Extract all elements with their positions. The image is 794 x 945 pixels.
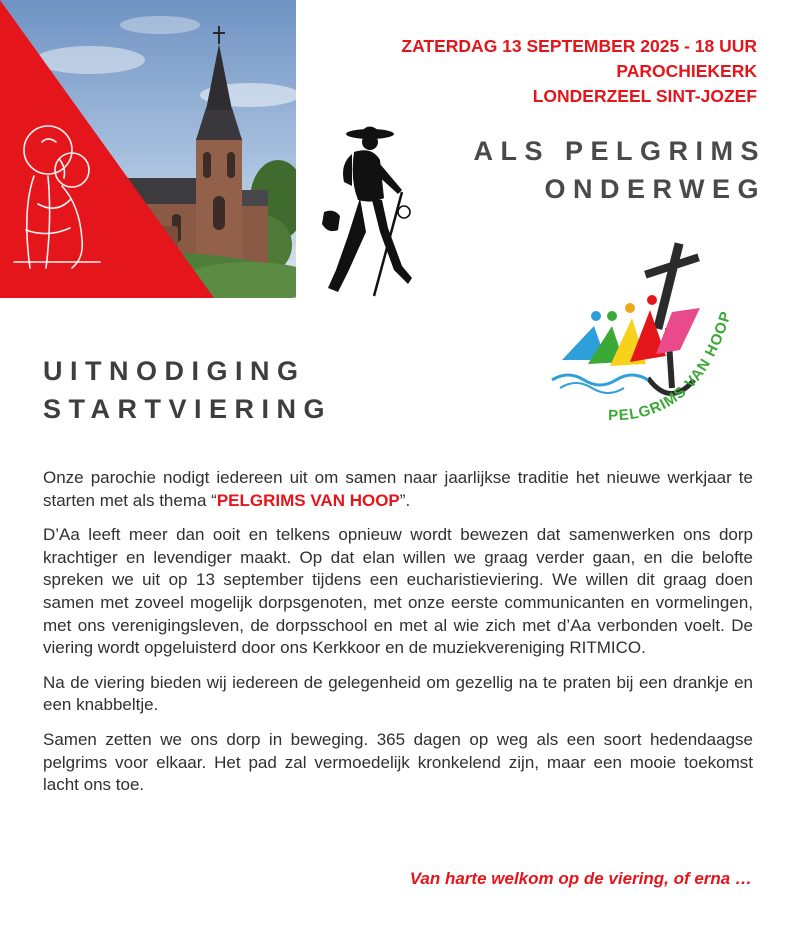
pelgrims-van-hoop-logo-icon (548, 238, 744, 434)
body-text (43, 467, 753, 809)
event-date: ZATERDAG 13 SEPTEMBER 2025 - 18 UUR (401, 36, 757, 56)
invitation-heading-line2: STARTVIERING (43, 394, 333, 424)
paragraph-intro-end: ”. (399, 490, 411, 510)
paragraph-community: D’Aa leeft meer dan ooit en telkens opnieuw wordt bewezen dat samenwerken ons dorp krachtiger en levendiger maakt. Op dat elan willen we graag verder gaan, en die belofte spreken we uit op 13 september tijdens een eucharistieviering. We willen dit graag doen samen met zoveel mogelijk dorpsgenoten, met onze eerste communicanten en vormelingen, met ons verenigingsleven, de dorpsschool en met al wie zich met d’Aa verbonden voelt. De viering wordt opgeluisterd door ons Kerkkoor en de muziekvereniging RITMICO. (43, 525, 753, 658)
theme-title (473, 132, 766, 208)
theme-title-line1: ALS PELGRIMS (473, 136, 766, 166)
invitation-heading (43, 352, 332, 428)
closing-line: Van harte welkom op de viering, of erna … (409, 869, 752, 888)
pilgrim-silhouette-icon (314, 120, 424, 298)
theme-highlight: PELGRIMS VAN HOOP (216, 490, 400, 510)
logo-text: PELGRIMS VAN HOOP (608, 308, 735, 425)
paragraph-together: Samen zetten we ons dorp in beweging. 365 dagen op weg als een soort hedendaagse pelgrims voor elkaar. Het pad zal vermoedelijk kronkelend zijn, maar een mooie toekomst lacht ons toe. (43, 729, 753, 795)
church-illustration (0, 0, 296, 298)
paragraph-reception: Na de viering bieden wij iedereen de gelegenheid om gezellig na te praten bij een drankje en een knabbeltje. (43, 672, 753, 715)
paragraph-intro (43, 467, 753, 512)
invitation-heading-line1: UITNODIGING (43, 356, 306, 386)
hero-image (0, 0, 296, 298)
event-location: LONDERZEEL SINT-JOZEF (532, 86, 757, 106)
theme-title-line2: ONDERWEG (544, 174, 766, 204)
paragraph-intro-text: Onze parochie nodigt iedereen uit om samen naar jaarlijkse traditie het nieuwe werkjaar te starten met als thema “ (43, 468, 753, 510)
event-info (401, 34, 757, 109)
event-venue: PAROCHIEKERK (616, 61, 757, 81)
